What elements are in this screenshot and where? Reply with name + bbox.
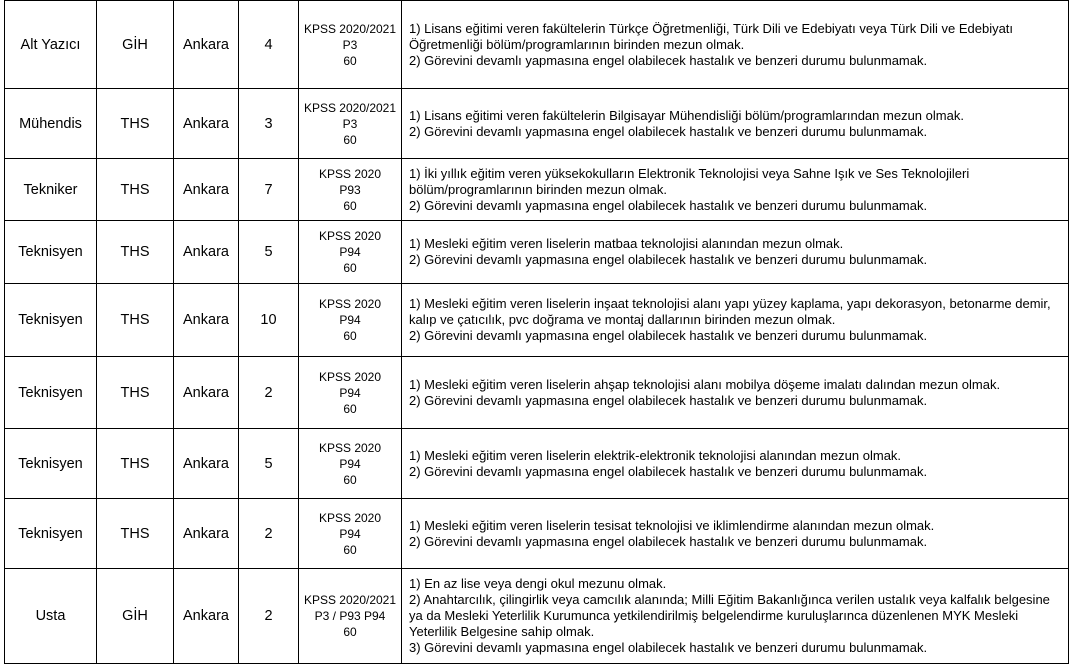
- exam-line: P3: [342, 37, 358, 52]
- class-cell: THS: [97, 284, 174, 357]
- class-cell: THS: [97, 221, 174, 284]
- exam-line: P94: [339, 245, 361, 259]
- exam-line: P3: [342, 116, 358, 131]
- requirement-line: 1) Mesleki eğitim veren liselerin inşaat teknolojisi alanı yapı yüzey kaplama, yapı dekorasyon, betonarme demir,: [409, 296, 1051, 311]
- requirement-line: 1) Mesleki eğitim veren liselerin matbaa teknolojisi alanından mezun olmak.: [409, 236, 844, 251]
- exam-cell: [299, 159, 402, 221]
- exam-line: KPSS 2020/2021: [303, 100, 397, 115]
- class-cell: THS: [97, 357, 174, 429]
- city-cell: Ankara: [174, 89, 239, 159]
- exam-line: 60: [343, 542, 357, 557]
- count-cell: 2: [239, 569, 299, 664]
- exam-line: KPSS 2020/2021: [303, 593, 397, 607]
- count-cell: 2: [239, 499, 299, 569]
- position-cell: Alt Yazıcı: [5, 1, 97, 89]
- requirement-line: 2) Görevini devamlı yapmasına engel olabilecek hastalık ve benzeri durumu bulunmamak.: [409, 328, 928, 343]
- exam-line: 60: [343, 472, 357, 487]
- requirement-line: ya da Mesleki Yeterlilik Kurumunca yetkilendirilmiş belgelendirme kuruluşlarınca düzenlenen MYK Mesleki: [409, 608, 1019, 623]
- class-cell: THS: [97, 499, 174, 569]
- exam-cell: [299, 284, 402, 357]
- position-cell: Tekniker: [5, 159, 97, 221]
- exam-line: 60: [343, 329, 357, 343]
- requirements-cell: [402, 429, 1069, 499]
- exam-line: P94: [339, 313, 361, 327]
- exam-line: KPSS 2020: [318, 166, 382, 181]
- class-cell: THS: [97, 89, 174, 159]
- table-row: [5, 357, 1069, 429]
- requirement-line: Öğretmenliği bölüm/programlarının birinden mezun olmak.: [409, 36, 745, 52]
- exam-line: P94: [339, 526, 361, 541]
- requirement-line: 1) Lisans eğitimi veren fakültelerin Türkçe Öğretmenliği, Türk Dili ve Edebiyatı veya Türk Dili ve Edebiyatı: [409, 20, 1014, 36]
- exam-line: KPSS 2020/2021: [303, 21, 397, 36]
- requirement-line: 2) Görevini devamlı yapmasına engel olabilecek hastalık ve benzeri durumu bulunmamak.: [409, 463, 928, 479]
- requirements-cell: [402, 159, 1069, 221]
- exam-cell: [299, 569, 402, 664]
- requirement-line: 1) İki yıllık eğitim veren yüksekokulların Elektronik Teknolojisi veya Sahne Işık ve Ses Teknolojileri: [409, 165, 970, 181]
- table-row: [5, 499, 1069, 569]
- count-cell: 4: [239, 1, 299, 89]
- exam-cell: [299, 1, 402, 89]
- city-cell: Ankara: [174, 357, 239, 429]
- city-cell: Ankara: [174, 499, 239, 569]
- requirement-line: 2) Anahtarcılık, çilingirlik veya camcılık alanında; Milli Eğitim Bakanlığınca verilen ustalık veya kalfalık belgesine: [409, 592, 1050, 607]
- exam-cell: [299, 429, 402, 499]
- table-row: [5, 284, 1069, 357]
- requirement-line: 2) Görevini devamlı yapmasına engel olabilecek hastalık ve benzeri durumu bulunmamak.: [409, 123, 928, 139]
- requirements-cell: [402, 221, 1069, 284]
- exam-line: 60: [343, 132, 357, 147]
- exam-line: KPSS 2020: [318, 440, 382, 455]
- requirement-line: 2) Görevini devamlı yapmasına engel olabilecek hastalık ve benzeri durumu bulunmamak.: [409, 52, 928, 68]
- requirement-line: 1) Mesleki eğitim veren liselerin elektrik-elektronik teknolojisi alanından mezun olmak.: [409, 447, 902, 463]
- requirement-line: kalıp ve çatıcılık, pvc doğrama ve montaj dallarının birinden mezun olmak.: [409, 312, 836, 327]
- exam-line: P93: [339, 182, 361, 197]
- exam-line: KPSS 2020: [318, 369, 382, 384]
- requirement-line: 1) Mesleki eğitim veren liselerin tesisat teknolojisi ve iklimlendirme alanından mezun olmak.: [409, 517, 935, 533]
- city-cell: Ankara: [174, 284, 239, 357]
- exam-line: 60: [343, 401, 357, 416]
- city-cell: Ankara: [174, 1, 239, 89]
- exam-cell: [299, 221, 402, 284]
- requirements-cell: [402, 569, 1069, 664]
- position-cell: Teknisyen: [5, 429, 97, 499]
- table-row: [5, 569, 1069, 664]
- position-cell: Mühendis: [5, 89, 97, 159]
- requirement-line: 2) Görevini devamlı yapmasına engel olabilecek hastalık ve benzeri durumu bulunmamak.: [409, 252, 928, 267]
- class-cell: THS: [97, 429, 174, 499]
- position-cell: Teknisyen: [5, 499, 97, 569]
- table-row: [5, 159, 1069, 221]
- requirements-cell: [402, 284, 1069, 357]
- requirement-line: 1) Mesleki eğitim veren liselerin ahşap teknolojisi alanı mobilya döşeme imalatı dalından mezun olmak.: [409, 376, 1001, 392]
- count-cell: 2: [239, 357, 299, 429]
- class-cell: GİH: [97, 569, 174, 664]
- count-cell: 7: [239, 159, 299, 221]
- position-cell: Teknisyen: [5, 221, 97, 284]
- table-row: [5, 429, 1069, 499]
- requirements-cell: [402, 89, 1069, 159]
- table-row: [5, 221, 1069, 284]
- class-cell: GİH: [97, 1, 174, 89]
- requirement-line: 1) En az lise veya dengi okul mezunu olmak.: [409, 576, 667, 591]
- table-row: [5, 1, 1069, 89]
- exam-cell: [299, 357, 402, 429]
- class-cell: THS: [97, 159, 174, 221]
- exam-line: KPSS 2020: [318, 229, 382, 243]
- requirement-line: 2) Görevini devamlı yapmasına engel olabilecek hastalık ve benzeri durumu bulunmamak.: [409, 197, 928, 213]
- count-cell: 3: [239, 89, 299, 159]
- city-cell: Ankara: [174, 159, 239, 221]
- table-row: [5, 89, 1069, 159]
- city-cell: Ankara: [174, 221, 239, 284]
- requirement-line: 2) Görevini devamlı yapmasına engel olabilecek hastalık ve benzeri durumu bulunmamak.: [409, 533, 928, 549]
- requirement-line: 1) Lisans eğitimi veren fakültelerin Bilgisayar Mühendisliği bölüm/programlarından mezun olmak.: [409, 107, 964, 123]
- city-cell: Ankara: [174, 569, 239, 664]
- exam-line: P94: [339, 456, 361, 471]
- requirement-line: 3) Görevini devamlı yapmasına engel olabilecek hastalık ve benzeri durumu bulunmamak.: [409, 640, 928, 655]
- exam-line: KPSS 2020: [318, 297, 382, 311]
- position-cell: Usta: [5, 569, 97, 664]
- requirement-line: Yeterlilik Belgesine sahip olmak.: [409, 624, 595, 639]
- exam-line: 60: [343, 53, 357, 68]
- requirements-cell: [402, 1, 1069, 89]
- requirement-line: bölüm/programlarının birinden mezun olmak.: [409, 181, 667, 197]
- exam-line: 60: [343, 261, 357, 275]
- exam-cell: [299, 89, 402, 159]
- exam-line: KPSS 2020: [318, 510, 382, 525]
- position-cell: Teknisyen: [5, 284, 97, 357]
- exam-line: P3 / P93 P94: [314, 609, 386, 623]
- requirement-line: 2) Görevini devamlı yapmasına engel olabilecek hastalık ve benzeri durumu bulunmamak.: [409, 392, 928, 408]
- city-cell: Ankara: [174, 429, 239, 499]
- exam-line: P94: [339, 385, 361, 400]
- requirements-cell: [402, 499, 1069, 569]
- position-cell: Teknisyen: [5, 357, 97, 429]
- job-listings-table: [4, 0, 1069, 664]
- count-cell: 10: [239, 284, 299, 357]
- count-cell: 5: [239, 221, 299, 284]
- exam-line: 60: [343, 625, 357, 639]
- exam-cell: [299, 499, 402, 569]
- requirements-cell: [402, 357, 1069, 429]
- exam-line: 60: [343, 198, 357, 213]
- count-cell: 5: [239, 429, 299, 499]
